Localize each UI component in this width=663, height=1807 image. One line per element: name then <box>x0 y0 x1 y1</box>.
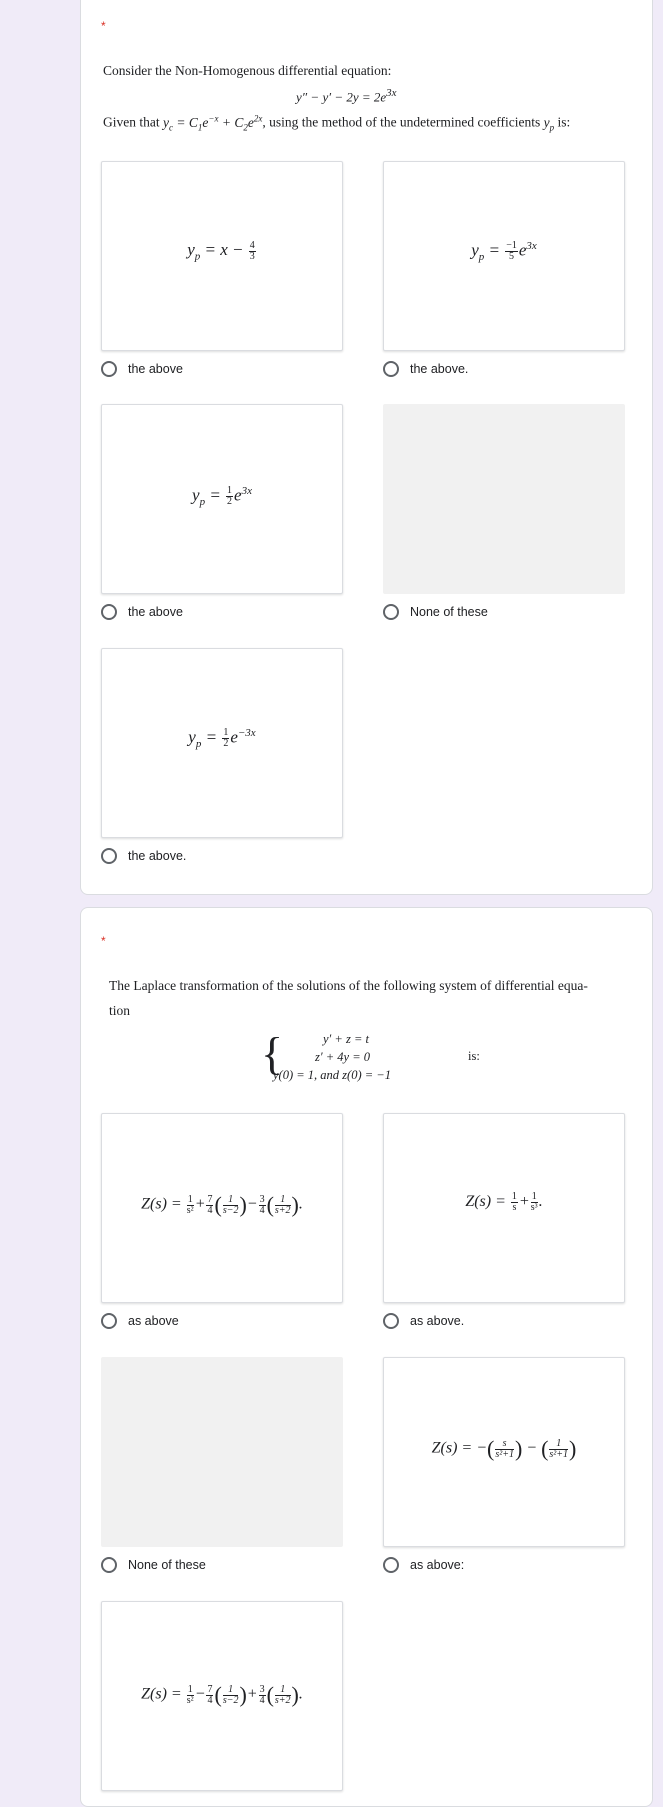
question-card-1 <box>80 0 653 895</box>
option-label-2: as above. <box>410 1314 465 1328</box>
option-formula-5: Z(s) = $\frac{1}{\text{s²}}$ − $\frac{7}{4}$ ( $\frac{1}{s-2}$ )+ $\frac{3}{4}$ ( $\frac{1}{s+2}$ ). <box>141 1682 303 1707</box>
option-image-3 <box>101 404 343 594</box>
option-5[interactable] <box>101 848 186 864</box>
option-1[interactable] <box>101 361 183 377</box>
option-formula-2: $y_p$ = $\frac{-1}{5}$ $e^{3x}$ <box>471 240 537 264</box>
option-2[interactable] <box>383 361 468 377</box>
option-image-5 <box>101 648 343 838</box>
question-intro-line1: The Laplace transformation of the solutions of the following system of differential equa- <box>109 978 588 993</box>
given-suffix: , using the method of the undetermined coefficients $y_p$ is: <box>262 114 571 133</box>
option-3[interactable] <box>101 604 183 620</box>
option-image-2 <box>383 1113 625 1303</box>
option-2[interactable] <box>383 1313 464 1329</box>
equation-system: { y′ + z = t z′ + 4y = 0 y(0) = 1, and z(0) = −1 <box>261 1028 391 1082</box>
required-asterisk: * <box>101 19 106 33</box>
required-asterisk: * <box>101 934 106 948</box>
option-image-5 <box>101 1601 343 1791</box>
question-given: Given that $y_c = C_1e^{-x} + C_2e^{2x}$, using the method of the undetermined coefficients $y_p$ is: <box>103 113 571 133</box>
radio-button[interactable] <box>383 1557 399 1573</box>
option-1[interactable] <box>101 1313 179 1329</box>
system-eq-3: y(0) = 1, and z(0) = −1 <box>273 1068 391 1082</box>
question-equation: $y'' - y' - 2y = 2e^{3x}$ <box>296 87 397 105</box>
radio-button[interactable] <box>101 848 117 864</box>
option-formula-5: $y_p$ = $\frac{1}{2}$ $e^{-3x}$ <box>188 727 256 751</box>
option-image-1 <box>101 161 343 351</box>
option-image-3-blank <box>101 1357 343 1547</box>
radio-button[interactable] <box>383 361 399 377</box>
given-prefix: Given that <box>103 114 160 130</box>
option-label-4: as above: <box>410 1558 465 1572</box>
radio-button[interactable] <box>101 1313 117 1329</box>
option-label-3: the above <box>128 605 183 619</box>
option-image-1 <box>101 1113 343 1303</box>
question-card-2 <box>80 907 653 1807</box>
option-4[interactable] <box>383 604 488 620</box>
option-image-4 <box>383 1357 625 1547</box>
radio-button[interactable] <box>383 604 399 620</box>
option-label-4: None of these <box>410 605 488 619</box>
radio-button[interactable] <box>101 604 117 620</box>
option-4[interactable] <box>383 1557 464 1573</box>
question-intro-line2: tion <box>109 1003 131 1018</box>
system-eq-1: y′ + z = t <box>323 1032 369 1046</box>
option-label-1: as above <box>128 1314 179 1328</box>
option-label-5: the above. <box>128 849 187 863</box>
option-label-3: None of these <box>128 1558 206 1572</box>
system-eq-2: z′ + 4y = 0 <box>315 1050 371 1064</box>
option-formula-4: Z(s) = −( $\frac{s}{\text{s²+1}}$ ) − ( $\frac{1}{\text{s²+1}}$ ) <box>431 1436 577 1461</box>
is-label: is: <box>468 1049 480 1063</box>
radio-button[interactable] <box>101 1557 117 1573</box>
option-formula-3: $y_p$ = $\frac{1}{2}$ $e^{3x}$ <box>192 485 252 509</box>
option-label-2: the above. <box>410 362 469 376</box>
radio-button[interactable] <box>383 1313 399 1329</box>
option-formula-1: Z(s) = $\frac{1}{\text{s²}}$ + $\frac{7}{4}$ ( $\frac{1}{s-2}$ )− $\frac{3}{4}$ ( $\frac{1}{s+2}$ ). <box>141 1192 303 1217</box>
radio-button[interactable] <box>101 361 117 377</box>
option-image-4-blank <box>383 404 625 594</box>
option-image-2 <box>383 161 625 351</box>
question-intro: Consider the Non-Homogenous differential equation: <box>103 63 392 78</box>
option-label-1: the above <box>128 362 183 376</box>
option-formula-2: Z(s) = $\frac{1}{s}$ + $\frac{1}{\text{s³}}$ . <box>465 1191 543 1213</box>
option-formula-1: $y_p = x$ − $\frac{4}{3}$ <box>187 239 255 263</box>
option-3[interactable] <box>101 1557 206 1573</box>
